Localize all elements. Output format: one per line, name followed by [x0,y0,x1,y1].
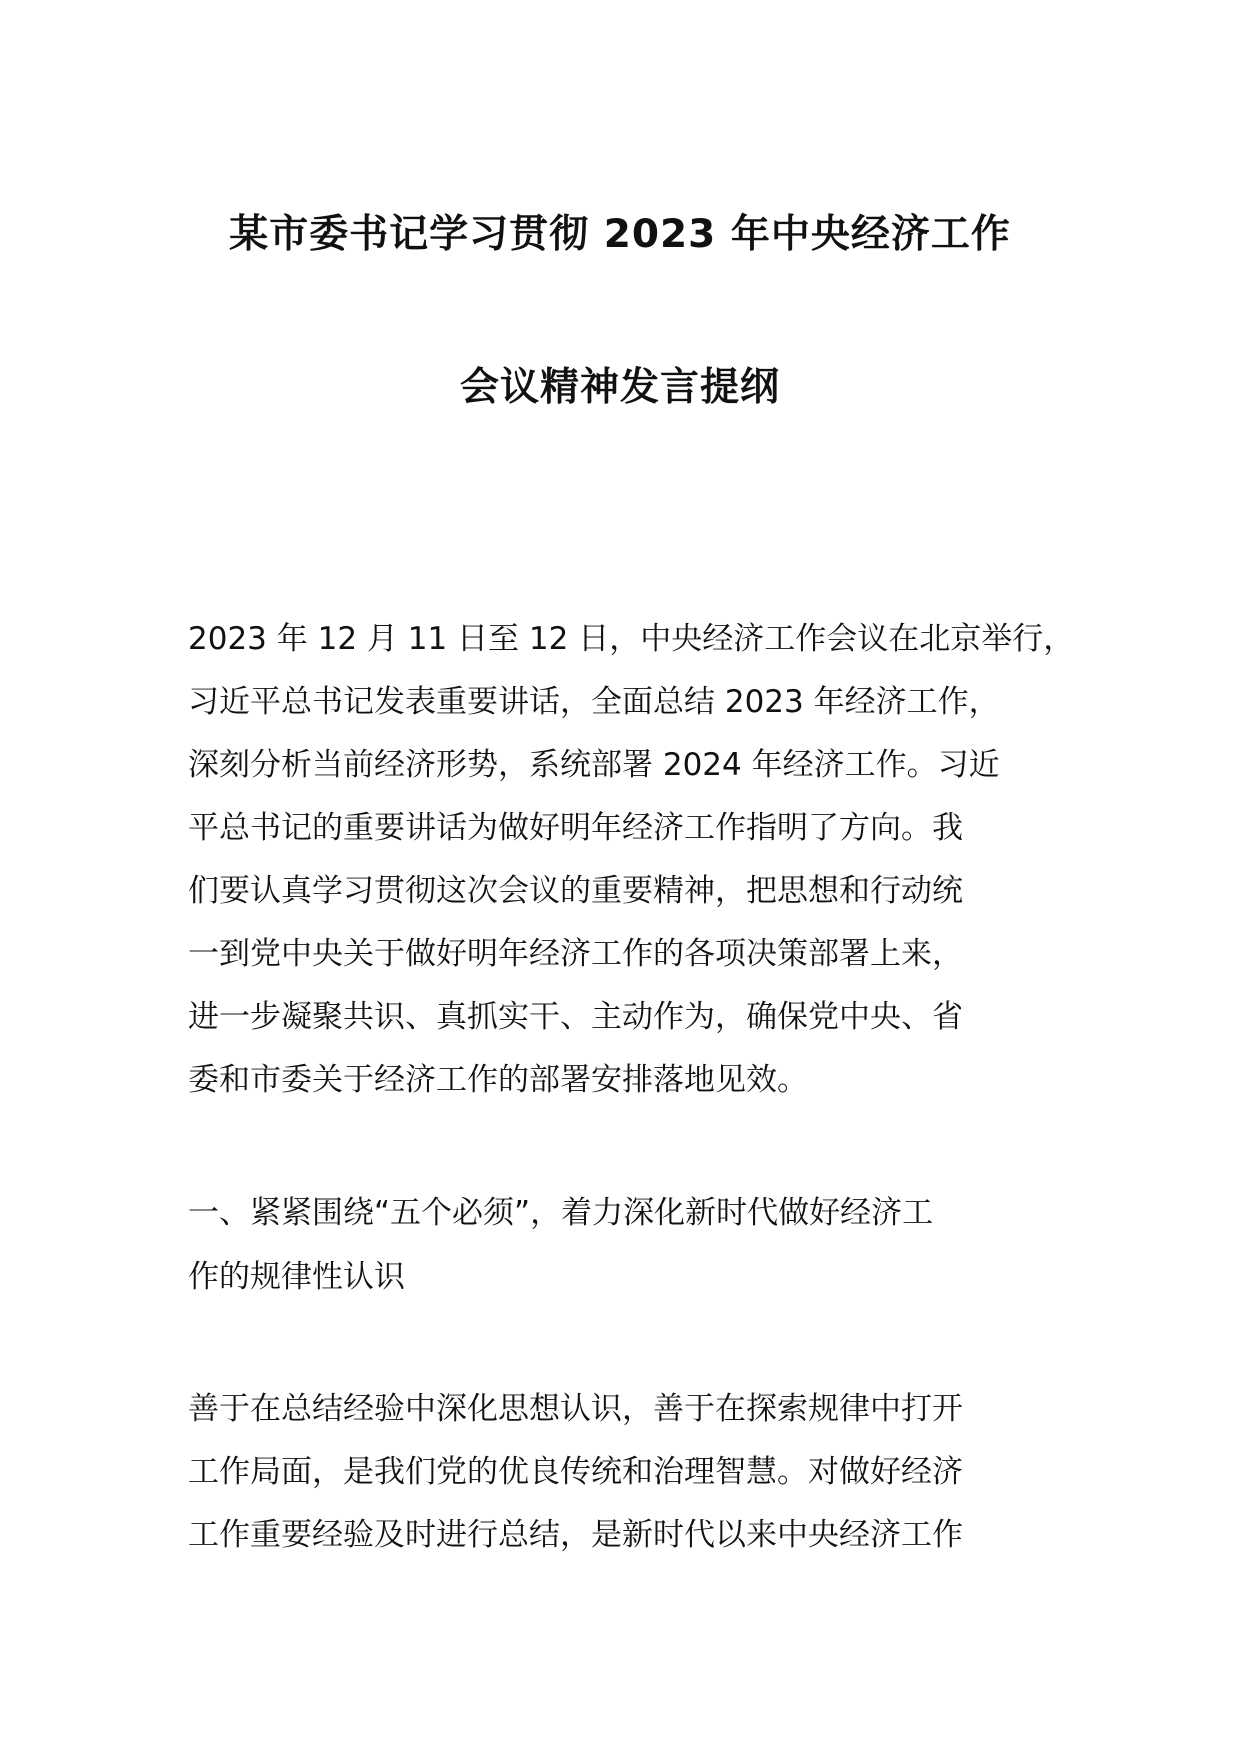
body-line: 工作局面，是我们党的优良传统和治理智慧。对做好经济 [188,1454,963,1490]
intro-line: 进一步凝聚共识、真抓实干、主动作为，确保党中央、省 [188,999,963,1035]
section-heading-line: 一、紧紧围绕“五个必须”，着力深化新时代做好经济工 [188,1195,934,1231]
body-line: 善于在总结经验中深化思想认识，善于在探索规律中打开 [188,1391,963,1427]
body-line: 工作重要经验及时进行总结，是新时代以来中央经济工作 [188,1517,963,1553]
intro-line: 深刻分析当前经济形势，系统部署 2024 年经济工作。习近 [188,747,1000,783]
intro-line: 习近平总书记发表重要讲话，全面总结 2023 年经济工作， [188,684,1000,720]
intro-line: 平总书记的重要讲话为做好明年经济工作指明了方向。我 [188,810,963,846]
intro-line: 一到党中央关于做好明年经济工作的各项决策部署上来， [188,936,963,972]
document-title-line-2: 会议精神发言提纲 [459,365,780,410]
section-heading-line: 作的规律性认识 [188,1259,405,1295]
intro-line: 委和市委关于经济工作的部署安排落地见效。 [188,1062,808,1098]
document-title-line-1: 某市委书记学习贯彻 2023 年中央经济工作 [229,212,1011,257]
intro-line: 2023 年 12 月 11 日至 12 日，中央经济工作会议在北京举行， [188,621,1075,657]
intro-line: 们要认真学习贯彻这次会议的重要精神，把思想和行动统 [188,873,963,909]
